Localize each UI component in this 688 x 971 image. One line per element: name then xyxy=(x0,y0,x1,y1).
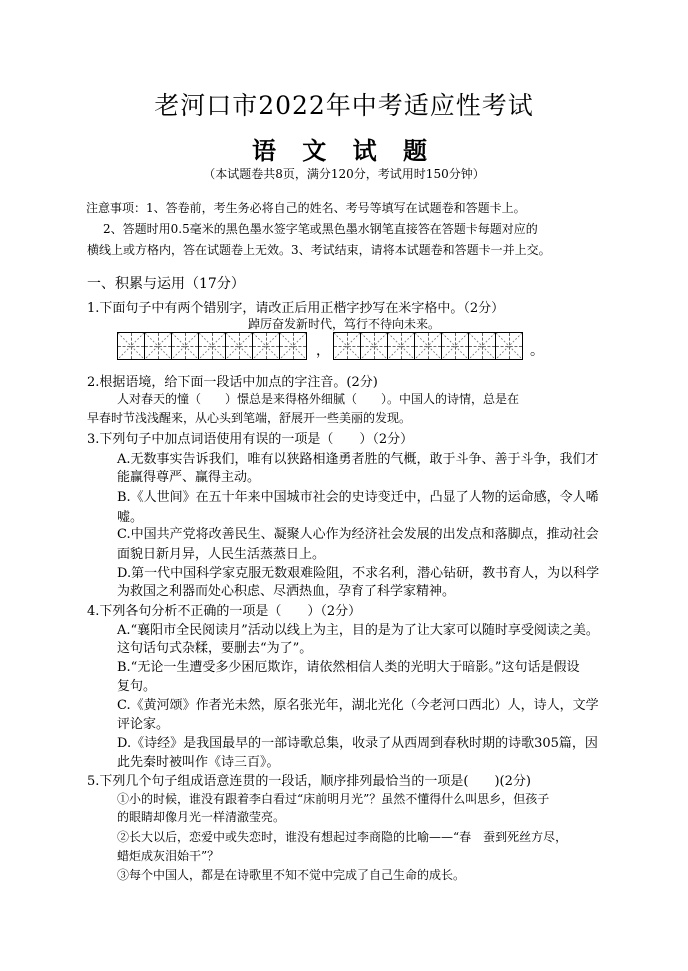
mizi-cell[interactable] xyxy=(171,332,199,360)
mizi-cell[interactable] xyxy=(495,332,523,360)
notice-line-1: 注意事项：1、答卷前，考生务必将自己的姓名、考号等填写在试题卷和答题卡上。 xyxy=(86,201,526,215)
mizi-cell[interactable] xyxy=(252,332,280,360)
q1-stem: 1.下面句子中有两个错别字，请改正后用正楷字抄写在米字格中。（2分） xyxy=(87,301,505,316)
q4-option-c-cont: 评论家。 xyxy=(117,717,170,732)
mizi-cell[interactable] xyxy=(441,332,469,360)
q3-option-a-cont: 能赢得尊严、赢得主动。 xyxy=(117,470,261,485)
mizi-cell[interactable] xyxy=(468,332,496,360)
mizi-cell[interactable] xyxy=(117,332,145,360)
mizi-cell[interactable] xyxy=(360,332,388,360)
q3-option-a: A.无数事实告诉我们，唯有以狭路相逢勇者胜的气概，敢于斗争、善于斗争，我们才 xyxy=(117,452,599,467)
writing-grid-1[interactable] xyxy=(117,332,306,360)
q4-option-c: C.《黄河颂》作者光未然，原名张光年，湖北光化（今老河口西北）人，诗人，文学 xyxy=(117,698,599,713)
q4-option-a: A.“襄阳市全民阅读月”活动以线上为主，目的是为了让大家可以随时享受阅读之美。 xyxy=(117,623,599,638)
q3-option-b-cont: 嘘。 xyxy=(117,510,144,525)
q4-stem: 4.下列各句分析不正确的一项是（ ）（2分） xyxy=(87,604,362,619)
q4-option-d: D.《诗经》是我国最早的一部诗歌总集，收录了从西周到春秋时期的诗歌305篇，因 xyxy=(117,736,598,751)
mizi-cell[interactable] xyxy=(333,332,361,360)
q4-option-b-cont: 复句。 xyxy=(117,679,157,694)
q4-option-b: B.“无论一生遭受多少困厄欺诈，请依然相信人类的光明大于暗影。”这句话是假设 xyxy=(117,660,580,675)
q4-option-a-cont: 这句话句式杂糅，要删去“为了”。 xyxy=(117,641,313,656)
q3-option-d: D.第一代中国科学家克服无数艰难险阻，不求名利，潜心钻研，教书育人，为以科学 xyxy=(117,566,600,581)
exam-title: 老河口市2022年中考适应性考试 xyxy=(154,91,534,120)
notice-line-2: 2、答题时用0.5毫米的黑色墨水签字笔或黑色墨水钢笔直接答在答题卡每题对应的 xyxy=(103,222,538,236)
exam-info: （本试题卷共8页，满分120分，考试用时150分钟） xyxy=(203,167,485,181)
mizi-cell[interactable] xyxy=(414,332,442,360)
q5-stem: 5.下列几个句子组成语意连贯的一段话，顺序排列最恰当的一项是( )(2分) xyxy=(87,774,531,789)
mizi-cell[interactable] xyxy=(225,332,253,360)
q5-sentence-2: ②长大以后，恋爱中或失恋时，谁没有想起过李商隐的比喻——“春 蚕到死丝方尽， xyxy=(117,830,568,844)
grid-comma: ， xyxy=(316,343,330,359)
q3-option-c-cont: 面貌日新月异，人民生活蒸蒸日上。 xyxy=(117,547,326,562)
q5-sentence-1-cont: 的眼睛却像月光一样清澈莹亮。 xyxy=(117,810,286,824)
notice-line-3: 横线上或方格内，答在试题卷上无效。3、考试结束，请将本试题卷和答题卡一并上交。 xyxy=(87,243,551,257)
q2-line-2: 早春时节浅浅醒来，从心头到笔端，舒展开一些美丽的发现。 xyxy=(87,411,412,425)
mizi-cell[interactable] xyxy=(144,332,172,360)
mizi-cell[interactable] xyxy=(279,332,307,360)
q3-option-d-cont: 为救国之利器而处心积虑、尽洒热血，孕育了科学家精神。 xyxy=(117,584,456,599)
q5-sentence-2-cont: 蜡炬成灰泪始干”？ xyxy=(117,849,220,863)
section-heading: 一、积累与运用（17分） xyxy=(87,276,245,292)
q5-sentence-1: ①小的时候，谁没有跟着李白看过“床前明月光”？虽然不懂得什么叫思乡，但孩子 xyxy=(117,792,550,806)
exam-subtitle: 语 文 试 题 xyxy=(251,136,437,165)
grid-period: 。 xyxy=(530,343,544,359)
q1-sentence: 踔厉奋发新时代，笃行不待向未来。 xyxy=(247,317,440,331)
q3-option-b: B.《人世间》在五十年来中国城市社会的史诗变迁中，凸显了人物的运命感，令人唏 xyxy=(117,490,599,505)
q3-stem: 3.下列句子中加点词语使用有误的一项是（ ）（2分） xyxy=(87,432,414,447)
writing-grid-2[interactable] xyxy=(333,332,522,360)
q2-stem: 2.根据语境，给下面一段话中加点的字注音。(2分) xyxy=(87,375,378,390)
q5-sentence-3: ③每个中国人，都是在诗歌里不知不觉中完成了自己生命的成长。 xyxy=(117,868,466,882)
q4-option-d-cont: 此先秦时被叫作《诗三百》。 xyxy=(117,755,280,770)
q3-option-c: C.中国共产党将改善民生、凝聚人心作为经济社会发展的出发点和落脚点，推动社会 xyxy=(117,527,599,542)
q2-line-1: 人对春天的憧（ ）憬总是来得格外细腻（ ）。中国人的诗情，总是在 xyxy=(117,392,520,406)
mizi-cell[interactable] xyxy=(198,332,226,360)
mizi-cell[interactable] xyxy=(387,332,415,360)
